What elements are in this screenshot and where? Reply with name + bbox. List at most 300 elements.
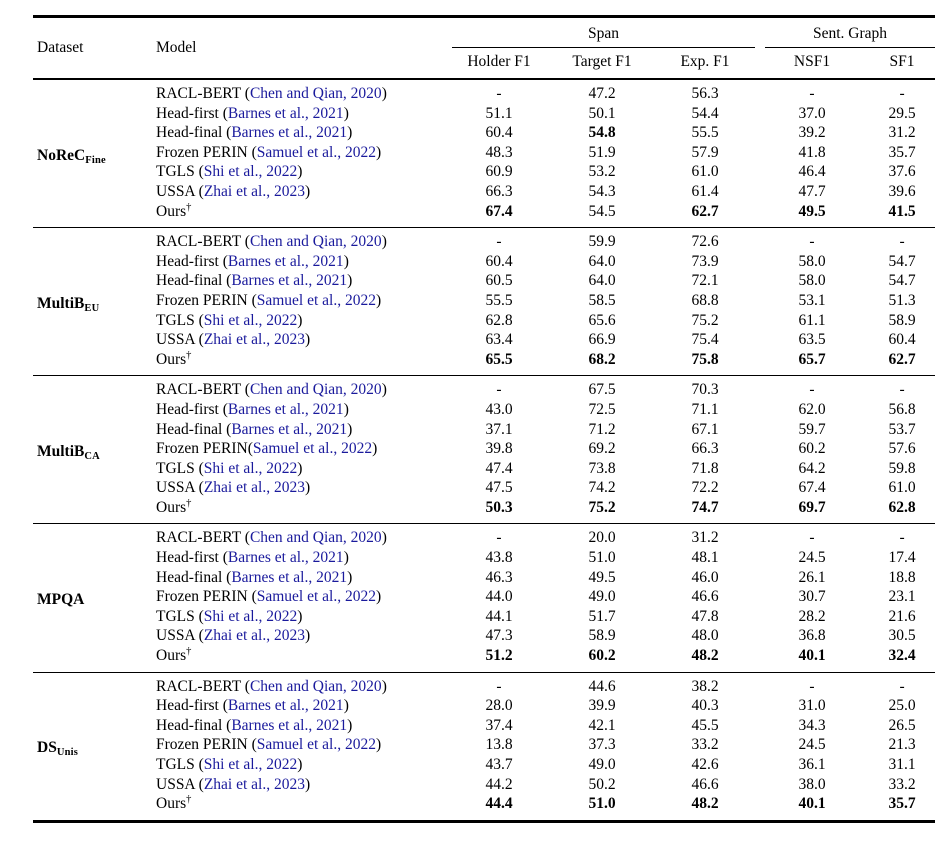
model-cell: Head-first (Barnes et al., 2021) bbox=[156, 549, 349, 567]
dataset-label bbox=[33, 376, 151, 524]
metric-value: 54.7 bbox=[888, 272, 916, 290]
metric-value: 48.2 bbox=[691, 647, 719, 665]
table-row bbox=[33, 755, 935, 775]
metric-value: 37.6 bbox=[888, 163, 916, 181]
column-group-sent-graph-label: Sent. Graph bbox=[765, 18, 935, 48]
table-row bbox=[33, 79, 935, 104]
table-row bbox=[33, 568, 935, 588]
metric-value: 73.8 bbox=[588, 459, 616, 477]
model-name: Frozen PERIN bbox=[156, 291, 248, 309]
metric-value: 55.5 bbox=[691, 124, 719, 142]
citation-link[interactable]: Zhai et al., 2023 bbox=[203, 182, 305, 200]
metric-value: 54.8 bbox=[588, 124, 616, 142]
dagger-mark: † bbox=[186, 794, 192, 806]
dataset-label bbox=[33, 228, 151, 376]
model-cell: Head-final (Barnes et al., 2021) bbox=[156, 124, 353, 142]
metric-value: 48.3 bbox=[485, 143, 513, 161]
metric-value: 51.1 bbox=[485, 104, 513, 122]
model-cell: Frozen PERIN (Samuel et al., 2022) bbox=[156, 143, 382, 161]
metric-value: 33.2 bbox=[888, 775, 916, 793]
metric-value: 33.2 bbox=[691, 736, 719, 754]
metric-value: 61.1 bbox=[798, 311, 826, 329]
metric-value: 64.0 bbox=[588, 272, 616, 290]
metric-value: 21.3 bbox=[888, 736, 916, 754]
metric-value: 41.5 bbox=[888, 202, 916, 220]
metric-value: 20.0 bbox=[588, 529, 616, 547]
metric-value: 18.8 bbox=[888, 568, 916, 586]
metric-value: 48.1 bbox=[691, 549, 719, 567]
column-group-sent-graph bbox=[755, 17, 935, 49]
table-row bbox=[33, 672, 935, 696]
metric-value: 41.8 bbox=[798, 143, 826, 161]
model-name: USSA bbox=[156, 775, 195, 793]
model-name: RACL-BERT bbox=[156, 529, 241, 547]
metric-value: 54.3 bbox=[588, 182, 616, 200]
metric-value: 24.5 bbox=[798, 549, 826, 567]
metric-value: 26.5 bbox=[888, 716, 916, 734]
model-cell: Head-first (Barnes et al., 2021) bbox=[156, 104, 349, 122]
model-cell: RACL-BERT (Chen and Qian, 2020) bbox=[156, 85, 387, 102]
metric-value: 51.7 bbox=[588, 607, 616, 625]
metric-value: 75.8 bbox=[691, 350, 719, 368]
dataset-label bbox=[33, 672, 151, 821]
metric-value: 47.4 bbox=[485, 459, 513, 477]
header-group-row bbox=[33, 17, 935, 49]
metric-value: 37.1 bbox=[485, 420, 513, 438]
metric-value: 62.8 bbox=[888, 498, 916, 516]
table-row bbox=[33, 498, 935, 524]
metric-value: 31.2 bbox=[888, 124, 916, 142]
metric-value: 59.7 bbox=[798, 420, 826, 438]
model-name: TGLS bbox=[156, 756, 195, 773]
metric-value: 50.2 bbox=[588, 775, 616, 793]
metric-value: 75.4 bbox=[691, 331, 719, 349]
metric-value: 26.1 bbox=[798, 568, 826, 586]
metric-value: 75.2 bbox=[691, 311, 719, 329]
table-row bbox=[33, 162, 935, 182]
model-name: TGLS bbox=[156, 607, 195, 625]
metric-value: - bbox=[899, 85, 905, 102]
metric-value: 44.1 bbox=[485, 607, 513, 625]
model-cell: Frozen PERIN(Samuel et al., 2022) bbox=[156, 440, 378, 458]
table-row bbox=[33, 716, 935, 736]
dataset-name: MultiB bbox=[37, 294, 85, 312]
citation-link[interactable]: Chen and Qian, 2020 bbox=[249, 677, 382, 695]
table-header bbox=[33, 17, 935, 80]
metric-value: 60.9 bbox=[485, 163, 513, 181]
model-name: Ours bbox=[156, 795, 187, 813]
citation-link[interactable]: Samuel et al., 2022 bbox=[252, 440, 373, 458]
column-header-model: Model bbox=[156, 39, 197, 56]
model-cell: Head-final (Barnes et al., 2021) bbox=[156, 716, 353, 734]
citation-link[interactable]: Zhai et al., 2023 bbox=[203, 775, 305, 793]
citation-link[interactable]: Zhai et al., 2023 bbox=[203, 479, 305, 497]
metric-value: 54.7 bbox=[888, 252, 916, 270]
model-name: USSA bbox=[156, 182, 195, 200]
model-cell bbox=[151, 794, 449, 821]
metric-value: 58.0 bbox=[798, 252, 826, 270]
citation-link[interactable]: Barnes et al., 2021 bbox=[227, 697, 344, 715]
table-row bbox=[33, 587, 935, 607]
metric-value: - bbox=[496, 233, 502, 251]
column-header-target-f1: Target F1 bbox=[572, 53, 632, 70]
column-group-span bbox=[449, 17, 755, 49]
metric-value: 51.3 bbox=[888, 291, 916, 309]
metric-value: 57.6 bbox=[888, 440, 916, 458]
metric-value: 30.7 bbox=[798, 588, 826, 606]
citation-link[interactable]: Barnes et al., 2021 bbox=[231, 272, 348, 290]
citation-link[interactable]: Samuel et al., 2022 bbox=[256, 291, 376, 309]
metric-value: 47.8 bbox=[691, 607, 719, 625]
model-name: RACL-BERT bbox=[156, 677, 241, 695]
column-header-sf1: SF1 bbox=[889, 53, 915, 70]
metric-value: 55.5 bbox=[485, 291, 513, 309]
column-group-span-label: Span bbox=[452, 18, 755, 48]
table-row bbox=[33, 626, 935, 646]
metric-value: 34.3 bbox=[798, 716, 826, 734]
model-cell: TGLS (Shi et al., 2022) bbox=[156, 163, 303, 181]
metric-value: 62.8 bbox=[485, 311, 513, 329]
model-cell: TGLS (Shi et al., 2022) bbox=[156, 756, 303, 773]
table-row bbox=[33, 291, 935, 311]
column-header-holder-f1: Holder F1 bbox=[467, 53, 531, 70]
table-row bbox=[33, 646, 935, 672]
metric-value: 46.3 bbox=[485, 568, 513, 586]
metric-value: 38.2 bbox=[691, 677, 719, 695]
metric-value: 32.4 bbox=[888, 647, 916, 665]
citation-link[interactable]: Zhai et al., 2023 bbox=[203, 331, 305, 349]
metric-value: - bbox=[899, 233, 905, 251]
model-cell: TGLS (Shi et al., 2022) bbox=[156, 311, 303, 329]
model-cell: Frozen PERIN (Samuel et al., 2022) bbox=[156, 588, 382, 606]
metric-value: 62.7 bbox=[691, 202, 719, 220]
model-cell: Frozen PERIN (Samuel et al., 2022) bbox=[156, 736, 382, 754]
metric-value: - bbox=[496, 85, 502, 102]
metric-value: 25.0 bbox=[888, 697, 916, 715]
citation-link[interactable]: Chen and Qian, 2020 bbox=[249, 85, 382, 102]
citation-link[interactable]: Shi et al., 2022 bbox=[203, 163, 298, 181]
citation-link[interactable]: Shi et al., 2022 bbox=[203, 311, 298, 329]
model-name: Frozen PERIN bbox=[156, 143, 248, 161]
metric-value: 23.1 bbox=[888, 588, 916, 606]
citation-link[interactable]: Barnes et al., 2021 bbox=[231, 124, 348, 142]
table-row bbox=[33, 775, 935, 795]
metric-value: 48.2 bbox=[691, 795, 719, 813]
table-row bbox=[33, 548, 935, 568]
metric-value: 47.3 bbox=[485, 627, 513, 645]
citation-link[interactable]: Samuel et al., 2022 bbox=[256, 588, 376, 606]
metric-value: 46.0 bbox=[691, 568, 719, 586]
metric-value: - bbox=[496, 529, 502, 547]
metric-value: 45.5 bbox=[691, 716, 719, 734]
metric-value: 58.9 bbox=[888, 311, 916, 329]
metric-value: 73.9 bbox=[691, 252, 719, 270]
citation-link[interactable]: Chen and Qian, 2020 bbox=[249, 233, 382, 251]
dataset-block bbox=[33, 79, 935, 228]
metric-value: 44.4 bbox=[485, 795, 513, 813]
citation-link[interactable]: Barnes et al., 2021 bbox=[227, 549, 344, 567]
citation-link[interactable]: Samuel et al., 2022 bbox=[256, 736, 376, 754]
model-cell: RACL-BERT (Chen and Qian, 2020) bbox=[156, 529, 387, 547]
dataset-subscript: Unis bbox=[56, 747, 79, 759]
citation-link[interactable]: Shi et al., 2022 bbox=[203, 607, 298, 625]
table-row bbox=[33, 330, 935, 350]
metric-value: 51.0 bbox=[588, 549, 616, 567]
metric-value: 60.4 bbox=[888, 331, 916, 349]
table-row bbox=[33, 400, 935, 420]
dataset-subscript: Fine bbox=[85, 154, 106, 166]
metric-value: 42.6 bbox=[691, 756, 719, 773]
metric-value: - bbox=[899, 381, 905, 399]
metric-value: - bbox=[899, 529, 905, 547]
metric-value: 49.0 bbox=[588, 588, 616, 606]
model-name: TGLS bbox=[156, 459, 195, 477]
metric-value: 24.5 bbox=[798, 736, 826, 754]
metric-value: 59.8 bbox=[888, 459, 916, 477]
model-cell: USSA (Zhai et al., 2023) bbox=[156, 775, 311, 793]
table-row bbox=[33, 439, 935, 459]
dagger-mark: † bbox=[186, 646, 192, 658]
citation-link[interactable]: Barnes et al., 2021 bbox=[227, 104, 344, 122]
model-cell: Head-first (Barnes et al., 2021) bbox=[156, 697, 349, 715]
metric-value: 65.7 bbox=[798, 350, 826, 368]
citation-link[interactable]: Barnes et al., 2021 bbox=[227, 252, 344, 270]
model-name: Head-final bbox=[156, 568, 223, 586]
metric-value: - bbox=[809, 677, 815, 695]
dataset-label bbox=[33, 524, 151, 672]
table-row bbox=[33, 123, 935, 143]
metric-value: 61.4 bbox=[691, 182, 719, 200]
metric-value: 47.7 bbox=[798, 182, 826, 200]
model-name: Ours bbox=[156, 498, 187, 516]
metric-value: 65.5 bbox=[485, 350, 513, 368]
metric-value: 36.1 bbox=[798, 756, 826, 773]
dataset-name: DS bbox=[37, 739, 57, 757]
metric-value: 62.7 bbox=[888, 350, 916, 368]
metric-value: 36.8 bbox=[798, 627, 826, 645]
metric-value: 46.4 bbox=[798, 163, 826, 181]
citation-link[interactable]: Barnes et al., 2021 bbox=[231, 568, 348, 586]
metric-value: - bbox=[809, 85, 815, 102]
dataset-block bbox=[33, 524, 935, 672]
metric-value: 38.0 bbox=[798, 775, 826, 793]
model-cell: USSA (Zhai et al., 2023) bbox=[156, 331, 311, 349]
model-cell: USSA (Zhai et al., 2023) bbox=[156, 479, 311, 497]
metric-value: 70.3 bbox=[691, 381, 719, 399]
model-name: RACL-BERT bbox=[156, 233, 241, 251]
metric-value: 63.5 bbox=[798, 331, 826, 349]
metric-value: 64.2 bbox=[798, 459, 826, 477]
metric-value: - bbox=[496, 381, 502, 399]
metric-value: - bbox=[809, 233, 815, 251]
dataset-block bbox=[33, 376, 935, 524]
table-row bbox=[33, 459, 935, 479]
column-header-nsf1: NSF1 bbox=[793, 53, 831, 70]
dataset-label bbox=[33, 79, 151, 228]
table-row bbox=[33, 794, 935, 821]
table-row bbox=[33, 696, 935, 716]
metric-value: 31.1 bbox=[888, 756, 916, 773]
model-name: RACL-BERT bbox=[156, 381, 241, 399]
metric-value: 64.0 bbox=[588, 252, 616, 270]
metric-value: 43.0 bbox=[485, 400, 513, 418]
model-name: Frozen PERIN bbox=[156, 440, 248, 458]
metric-value: 59.9 bbox=[588, 233, 616, 251]
metric-value: 58.9 bbox=[588, 627, 616, 645]
citation-link[interactable]: Shi et al., 2022 bbox=[203, 459, 298, 477]
metric-value: 72.2 bbox=[691, 479, 719, 497]
model-cell: Head-final (Barnes et al., 2021) bbox=[156, 568, 353, 586]
citation-link[interactable]: Barnes et al., 2021 bbox=[231, 716, 348, 734]
dataset-name: MPQA bbox=[37, 591, 85, 609]
model-cell: USSA (Zhai et al., 2023) bbox=[156, 182, 311, 200]
metric-value: 66.3 bbox=[485, 182, 513, 200]
citation-link[interactable]: Samuel et al., 2022 bbox=[256, 143, 376, 161]
citation-link[interactable]: Chen and Qian, 2020 bbox=[249, 529, 382, 547]
metric-value: 43.7 bbox=[485, 756, 513, 773]
model-name: Head-first bbox=[156, 104, 219, 122]
metric-value: 40.1 bbox=[798, 795, 826, 813]
metric-value: 60.5 bbox=[485, 272, 513, 290]
dataset-name: NoReC bbox=[37, 146, 86, 164]
dataset-block bbox=[33, 228, 935, 376]
model-cell bbox=[151, 202, 449, 228]
metric-value: 68.8 bbox=[691, 291, 719, 309]
model-name: Head-final bbox=[156, 420, 223, 438]
citation-link[interactable]: Zhai et al., 2023 bbox=[203, 627, 305, 645]
model-cell: TGLS (Shi et al., 2022) bbox=[156, 607, 303, 625]
model-cell: RACL-BERT (Chen and Qian, 2020) bbox=[156, 233, 387, 251]
metric-value: 74.7 bbox=[691, 498, 719, 516]
metric-value: 53.1 bbox=[798, 291, 826, 309]
model-name: Head-first bbox=[156, 252, 219, 270]
citation-link[interactable]: Barnes et al., 2021 bbox=[227, 400, 344, 418]
metric-value: 29.5 bbox=[888, 104, 916, 122]
model-cell: Head-final (Barnes et al., 2021) bbox=[156, 272, 353, 290]
metric-value: 72.1 bbox=[691, 272, 719, 290]
table-row bbox=[33, 271, 935, 291]
metric-value: 28.2 bbox=[798, 607, 826, 625]
citation-link[interactable]: Chen and Qian, 2020 bbox=[249, 381, 382, 399]
metric-value: 69.7 bbox=[798, 498, 826, 516]
table-row bbox=[33, 252, 935, 272]
model-cell bbox=[151, 646, 449, 672]
model-name: Head-first bbox=[156, 697, 219, 715]
table-row bbox=[33, 607, 935, 627]
metric-value: - bbox=[809, 529, 815, 547]
metric-value: 53.7 bbox=[888, 420, 916, 438]
metric-value: 51.9 bbox=[588, 143, 616, 161]
metric-value: 48.0 bbox=[691, 627, 719, 645]
metric-value: 42.1 bbox=[588, 716, 616, 734]
table-row bbox=[33, 420, 935, 440]
model-name: Ours bbox=[156, 647, 187, 665]
model-name: Head-first bbox=[156, 400, 219, 418]
table-row bbox=[33, 376, 935, 400]
metric-value: 39.9 bbox=[588, 697, 616, 715]
metric-value: 43.8 bbox=[485, 549, 513, 567]
metric-value: 37.3 bbox=[588, 736, 616, 754]
metric-value: 37.4 bbox=[485, 716, 513, 734]
metric-value: 39.2 bbox=[798, 124, 826, 142]
metric-value: 72.5 bbox=[588, 400, 616, 418]
metric-value: 56.8 bbox=[888, 400, 916, 418]
metric-value: - bbox=[496, 677, 502, 695]
column-header-dataset: Dataset bbox=[37, 39, 84, 56]
metric-value: 54.5 bbox=[588, 202, 616, 220]
metric-value: 44.6 bbox=[588, 677, 616, 695]
model-cell bbox=[151, 498, 449, 524]
metric-value: 60.2 bbox=[798, 440, 826, 458]
metric-value: 60.4 bbox=[485, 124, 513, 142]
metric-value: 17.4 bbox=[888, 549, 916, 567]
metric-value: 31.0 bbox=[798, 697, 826, 715]
metric-value: 28.0 bbox=[485, 697, 513, 715]
metric-value: 35.7 bbox=[888, 795, 916, 813]
column-header-exp-f1: Exp. F1 bbox=[680, 53, 730, 70]
metric-value: 67.4 bbox=[485, 202, 513, 220]
metric-value: 30.5 bbox=[888, 627, 916, 645]
citation-link[interactable]: Shi et al., 2022 bbox=[203, 756, 298, 773]
metric-value: 46.6 bbox=[691, 775, 719, 793]
model-cell: Frozen PERIN (Samuel et al., 2022) bbox=[156, 291, 382, 309]
metric-value: 61.0 bbox=[888, 479, 916, 497]
model-name: Head-final bbox=[156, 124, 223, 142]
model-cell: USSA (Zhai et al., 2023) bbox=[156, 627, 311, 645]
dagger-mark: † bbox=[186, 497, 192, 509]
model-name: TGLS bbox=[156, 163, 195, 181]
metric-value: 40.1 bbox=[798, 647, 826, 665]
metric-value: 21.6 bbox=[888, 607, 916, 625]
metric-value: 60.4 bbox=[485, 252, 513, 270]
metric-value: 65.6 bbox=[588, 311, 616, 329]
metric-value: 56.3 bbox=[691, 85, 719, 102]
results-table bbox=[33, 15, 935, 823]
model-cell: Head-first (Barnes et al., 2021) bbox=[156, 252, 349, 270]
table-row bbox=[33, 202, 935, 228]
model-name: RACL-BERT bbox=[156, 85, 241, 102]
metric-value: 40.3 bbox=[691, 697, 719, 715]
metric-value: 58.5 bbox=[588, 291, 616, 309]
model-name: Head-final bbox=[156, 272, 223, 290]
model-name: Ours bbox=[156, 350, 187, 368]
model-name: Ours bbox=[156, 202, 187, 220]
model-cell: RACL-BERT (Chen and Qian, 2020) bbox=[156, 677, 387, 695]
citation-link[interactable]: Barnes et al., 2021 bbox=[231, 420, 348, 438]
model-name: Frozen PERIN bbox=[156, 736, 248, 754]
table-row bbox=[33, 182, 935, 202]
dataset-block bbox=[33, 672, 935, 821]
model-cell: TGLS (Shi et al., 2022) bbox=[156, 459, 303, 477]
model-cell: RACL-BERT (Chen and Qian, 2020) bbox=[156, 381, 387, 399]
metric-value: 71.8 bbox=[691, 459, 719, 477]
model-name: Frozen PERIN bbox=[156, 588, 248, 606]
metric-value: 60.2 bbox=[588, 647, 616, 665]
metric-value: 72.6 bbox=[691, 233, 719, 251]
metric-value: 75.2 bbox=[588, 498, 616, 516]
model-name: USSA bbox=[156, 479, 195, 497]
metric-value: 66.3 bbox=[691, 440, 719, 458]
metric-value: 46.6 bbox=[691, 588, 719, 606]
model-name: Head-final bbox=[156, 716, 223, 734]
model-name: Head-first bbox=[156, 549, 219, 567]
model-name: USSA bbox=[156, 331, 195, 349]
metric-value: 66.9 bbox=[588, 331, 616, 349]
table-row bbox=[33, 228, 935, 252]
metric-value: 54.4 bbox=[691, 104, 719, 122]
metric-value: 47.2 bbox=[588, 85, 616, 102]
metric-value: 49.5 bbox=[588, 568, 616, 586]
